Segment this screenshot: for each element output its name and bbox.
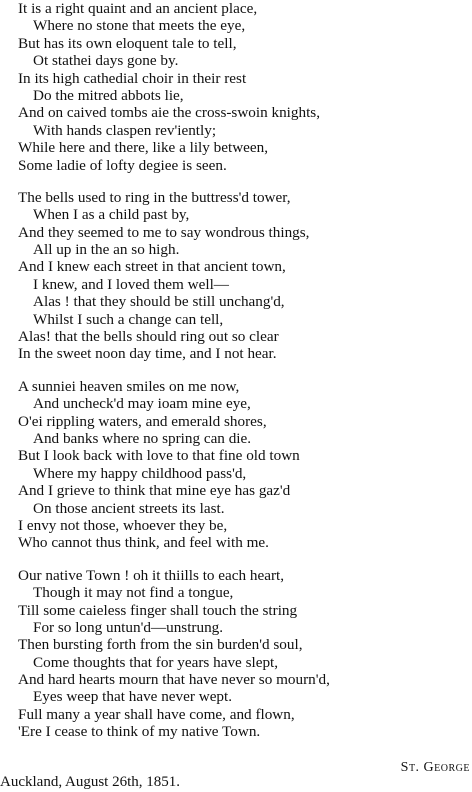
poem-line: In the sweet noon day time, and I not hear. <box>18 345 277 363</box>
poem-line: A sunniei heaven smiles on me now, <box>18 377 240 395</box>
poem-line: Ot stathei days gone by. <box>33 52 179 70</box>
poem-line: Do the mitred abbots lie, <box>33 86 184 104</box>
poem-line: Come thoughts that for years have slept, <box>33 653 279 671</box>
poem-line: It is a right quaint and an ancient place, <box>18 0 258 17</box>
poem-line: Though it may not find a tongue, <box>33 584 234 602</box>
poem-line: But has its own eloquent tale to tell, <box>18 34 237 52</box>
poem-line: I knew, and I loved them well— <box>33 275 229 293</box>
poem-line: Eyes weep that have never wept. <box>33 688 233 706</box>
poem-line: On those ancient streets its last. <box>33 499 225 517</box>
poem-line: The bells used to ring in the buttress'd tower, <box>18 188 291 206</box>
poem-line: And I grieve to think that mine eye has gaz'd <box>18 482 291 500</box>
poem-line: Alas! that the bells should ring out so clear <box>18 328 279 346</box>
poem-line: Then bursting forth from the sin burden'd soul, <box>18 636 303 654</box>
poem-line: Who cannot thus think, and feel with me. <box>18 534 269 552</box>
poem-line: With hands claspen rev'iently; <box>33 121 217 139</box>
poem-line: Where no stone that meets the eye, <box>33 17 246 35</box>
poem-line: While here and there, like a lily between, <box>18 139 269 157</box>
poem-line: And banks where no spring can die. <box>33 429 252 447</box>
poem-line: Where my happy childhood pass'd, <box>33 464 247 482</box>
poem-line: I envy not those, whoever they be, <box>18 516 228 534</box>
poem-line: 'Ere I cease to think of my native Town. <box>18 723 261 741</box>
poem-line: Alas ! that they should be still unchang'd, <box>33 293 285 311</box>
poem-line: Our native Town ! oh it thiills to each heart, <box>18 566 285 584</box>
poem-line: O'ei rippling waters, and emerald shores, <box>18 412 267 430</box>
stanza-4 <box>0 567 472 741</box>
poem-line: And hard hearts mourn that have never so mourn'd, <box>18 671 330 689</box>
poem-line: Full many a year shall have come, and flown, <box>18 705 295 723</box>
dateline: Auckland, August 26th, 1851. <box>0 774 180 790</box>
poem-line: In its high cathedial choir in their rest <box>18 69 247 87</box>
poem-line: And on caived tombs aie the cross-swoin knights, <box>18 104 321 122</box>
poem-line: And uncheck'd may ioam mine eye, <box>33 395 251 413</box>
author-signature: St. George <box>400 760 470 775</box>
poem-line: Whilst I such a change can tell, <box>33 310 224 328</box>
poem-line: But I look back with love to that fine old town <box>18 447 300 465</box>
poem-line: When I as a child past by, <box>33 206 190 224</box>
poem-line: Some ladie of lofty degiee is seen. <box>18 156 227 174</box>
poem-line: And they seemed to me to say wondrous things, <box>18 223 310 241</box>
stanza-gap <box>0 174 472 189</box>
stanza-gap <box>0 363 472 378</box>
poem-line: And I knew each street in that ancient town, <box>18 258 286 276</box>
stanza-1 <box>0 0 472 174</box>
poem-line: All up in the an so high. <box>33 241 180 259</box>
stanza-2 <box>0 189 472 363</box>
stanza-gap <box>0 552 472 567</box>
poem-line: For so long untun'd—unstrung. <box>33 618 224 636</box>
poem-line: Till some caieless finger shall touch the string <box>18 601 298 619</box>
stanza-3 <box>0 378 472 552</box>
